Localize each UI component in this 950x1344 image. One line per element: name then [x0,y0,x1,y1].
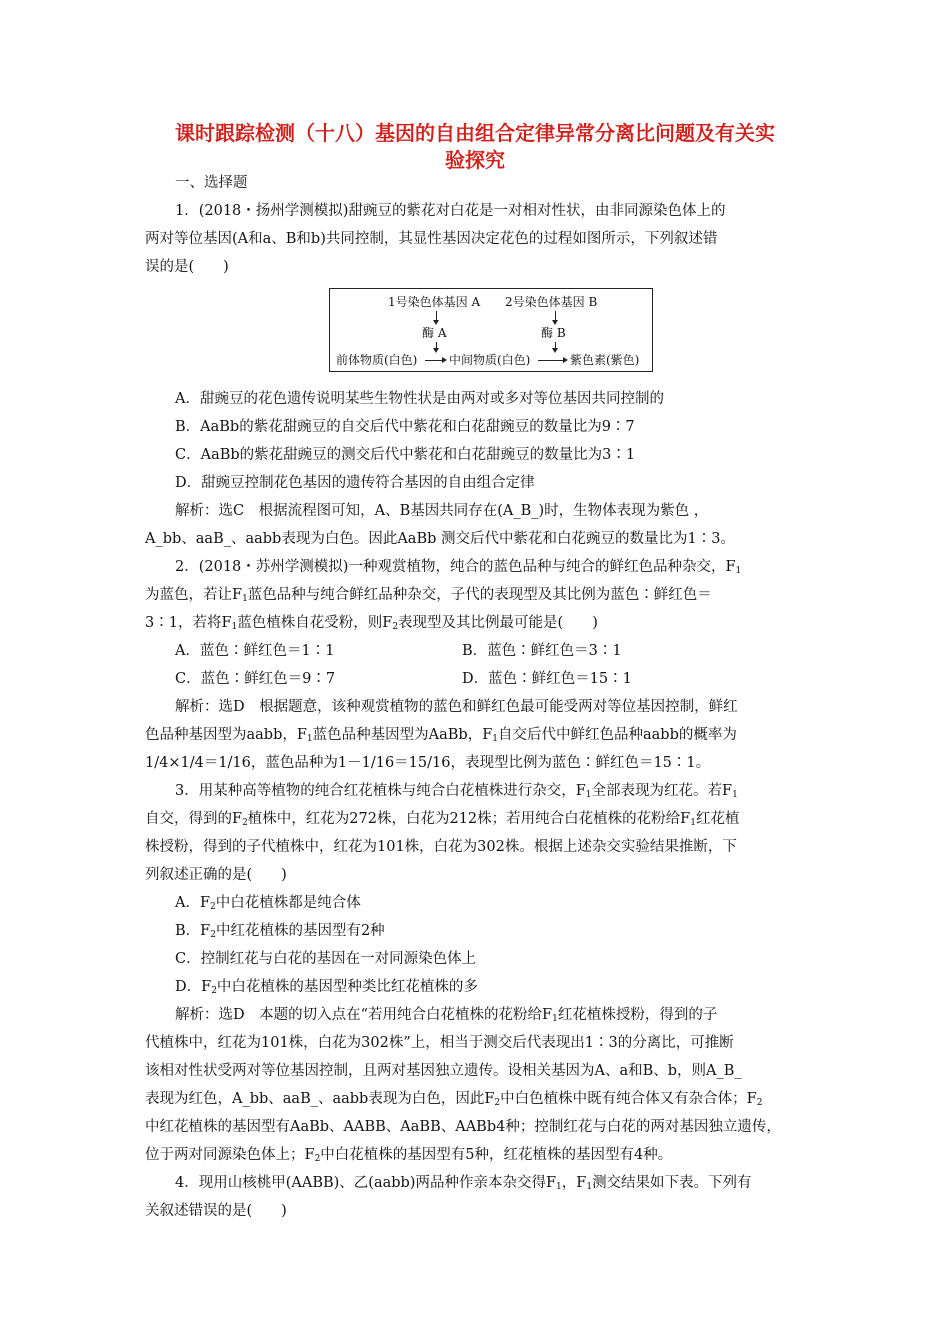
q1-option-d: D．甜豌豆控制花色基因的遗传符合基因的自由组合定律 [175,475,535,491]
page-title-continued: 验探究 [445,148,505,172]
q2-stem-line3: 3∶1，若将$F_1$蓝色植株自花受粉，则$F_2$表现型及其比例最可能是( ) [145,615,598,632]
arrow-down-icon [436,342,437,351]
enzyme-b-label: 酶 B [541,326,566,340]
q2-explanation-line1: 解析：选D 根据题意，该种观赏植物的蓝色和鲜红色最可能受两对等位基因控制，鲜红 [175,699,738,715]
q3-option-a: A．$F_2$中白花植株都是纯合体 [175,895,361,912]
flowchart-diagram [329,288,653,372]
q3-explanation-line2: 代植株中，红花为101株，白花为302株”上，相当于测交后代表现出1∶3的分离比，可推断 [145,1035,734,1051]
q1-option-c: C．AaBb的紫花甜豌豆的测交后代中紫花和白花甜豌豆的数量比为3∶1 [175,447,636,463]
q3-option-b: B．$F_2$中红花植株的基因型有2种 [175,923,385,940]
q2-explanation-line2: 色品种基因型为aabb，$F_1$蓝色品种基因型为AaBb，$F_1$自交后代中鲜红色品种aabb的概率为 [145,727,737,744]
q3-explanation-line5: 中红花植株的基因型有AaBb、AABB、AaBB、AABb4种；控制红花与白花的两对基因独立遗传， [145,1119,781,1135]
q3-option-c: C．控制红花与白花的基因在一对同源染色体上 [175,951,477,967]
q3-explanation-line3: 该相对性状受两对等位基因控制，且两对基因独立遗传。设相关基因为A、a和B、b，则A_B_ [145,1063,742,1079]
q3-stem-line1: 3．用某种高等植物的纯合红花植株与纯合白花植株进行杂交，$F_1$全部表现为红花。若$F_1$ [175,783,738,800]
q1-explanation-line2: A_bb、aaB_、aabb表现为白色。因此AaBb 测交后代中紫花和白花豌豆的数量比为1∶3。 [145,531,735,547]
q3-stem-line3: 株授粉，得到的子代植株中，红花为101株，白花为302株。根据上述杂交实验结果推断，下 [145,839,737,855]
q2-option-d: D．蓝色∶鲜红色＝15∶1 [462,671,632,687]
arrow-right-icon [425,360,445,361]
enzyme-a-label: 酶 A [422,326,447,340]
q1-stem-line3: 误的是( ) [145,259,229,275]
q3-stem-line4: 列叙述正确的是( ) [145,867,287,883]
arrow-right-icon [538,360,566,361]
intermediate-substance: 中间物质(白色) [449,353,531,367]
q3-explanation-line1: 解析：选D 本题的切入点在“若用纯合白花植株的花粉给$F_1$红花植株授粉，得到的子 [175,1007,718,1024]
arrow-down-icon [555,342,556,351]
q3-option-d: D．$F_2$中白花植株的基因型种类比红花植株的多 [175,979,478,996]
section-heading: 一、选择题 [175,175,248,191]
q2-option-a: A．蓝色∶鲜红色＝1∶1 [175,643,335,659]
page-title: 课时跟踪检测（十八）基因的自由组合定律异常分离比问题及有关实 [175,121,775,145]
q4-stem-line1: 4．现用山核桃甲(AABB)、乙(aabb)两品种作亲本杂交得$F_1$，$F_1$测交结果如下表。下列有 [175,1175,752,1192]
q3-stem-line2: 自交，得到的$F_2$植株中，红花为272株，白花为212株；若用纯合白花植株的花粉给$F_1$红花植 [145,811,740,828]
q3-explanation-line4: 表现为红色，A_bb、aaB_、aabb表现为白色，因此$F_2$中白色植株中既有纯合体又有杂合体；$F_2$ [145,1091,763,1108]
precursor-substance: 前体物质(白色) [336,353,418,367]
q1-stem-line2: 两对等位基因(A和a、B和b)共同控制，其显性基因决定花色的过程如图所示，下列叙述错 [145,231,718,247]
q1-stem-line1: 1．(2018・扬州学测模拟)甜豌豆的紫花对白花是一对相对性状，由非同源染色体上的 [175,203,726,219]
arrow-down-icon [555,311,556,323]
gene-b-label: 2号染色体基因 B [505,295,598,309]
q1-option-b: B．AaBb的紫花甜豌豆的自交后代中紫花和白花甜豌豆的数量比为9∶7 [175,419,635,435]
q2-stem-line1: 2．(2018・苏州学测模拟)一种观赏植物，纯合的蓝色品种与纯合的鲜红色品种杂交，$F_1$ [175,559,742,576]
q2-explanation-line3: 1/4×1/4＝1/16，蓝色品种为1－1/16＝15/16，表现型比例为蓝色∶鲜红色＝15∶1。 [145,755,711,771]
q2-stem-line2: 为蓝色，若让$F_1$蓝色品种与纯合鲜红品种杂交，子代的表现型及其比例为蓝色∶鲜红色＝ [145,587,712,604]
q3-explanation-line6: 位于两对同源染色体上；$F_2$中白花植株的基因型有5种，红花植株的基因型有4种。 [145,1147,673,1164]
q4-stem-line2: 关叙述错误的是( ) [145,1203,287,1219]
arrow-down-icon [436,311,437,323]
gene-a-label: 1号染色体基因 A [388,295,481,309]
q1-explanation-line1: 解析：选C 根据流程图可知，A、B基因共同存在(A_B_)时，生物体表现为紫色 ， [175,503,709,519]
purple-pigment: 紫色素(紫色) [570,353,640,367]
q2-option-c: C．蓝色∶鲜红色＝9∶7 [175,671,336,687]
q2-option-b: B．蓝色∶鲜红色＝3∶1 [462,643,622,659]
q1-option-a: A．甜豌豆的花色遗传说明某些生物性状是由两对或多对等位基因共同控制的 [175,391,664,407]
